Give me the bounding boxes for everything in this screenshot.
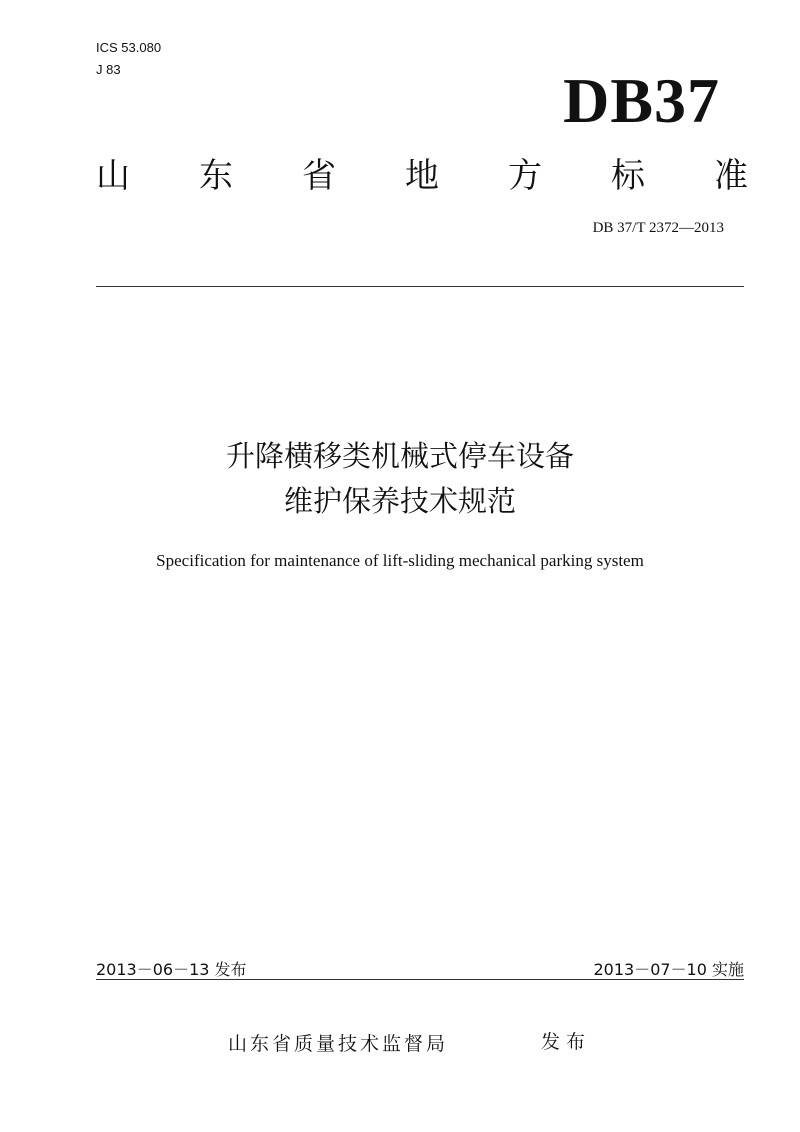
implementation-date: 2013－07－10 实施 xyxy=(593,960,744,979)
ccs-code: J 83 xyxy=(96,62,121,77)
issue-date: 2013－06－13 发布 xyxy=(96,960,247,979)
publish-label: 发布 xyxy=(541,1031,592,1053)
standard-type-char: 标 xyxy=(611,156,645,196)
bottom-divider xyxy=(96,979,744,980)
ics-code: ICS 53.080 xyxy=(96,40,162,55)
standard-type-char: 准 xyxy=(714,156,748,196)
standard-type-heading xyxy=(96,154,748,198)
standard-type-char: 地 xyxy=(405,156,439,196)
title-cn-line1: 升降横移类机械式停车设备 xyxy=(225,439,574,473)
standard-type-char: 省 xyxy=(302,156,336,196)
standard-type-char: 山 xyxy=(96,156,130,196)
standard-number: DB 37/T 2372—2013 xyxy=(592,220,724,236)
standard-type-char: 方 xyxy=(508,156,542,196)
db-code-logo: DB37 xyxy=(563,65,720,136)
standard-type-char: 东 xyxy=(199,156,233,196)
top-divider xyxy=(96,286,744,287)
publisher-name: 山东省质量技术监督局 xyxy=(228,1033,449,1055)
title-en: Specification for maintenance of lift-sliding mechanical parking system xyxy=(156,551,644,570)
title-cn-line2: 维护保养技术规范 xyxy=(283,484,516,518)
